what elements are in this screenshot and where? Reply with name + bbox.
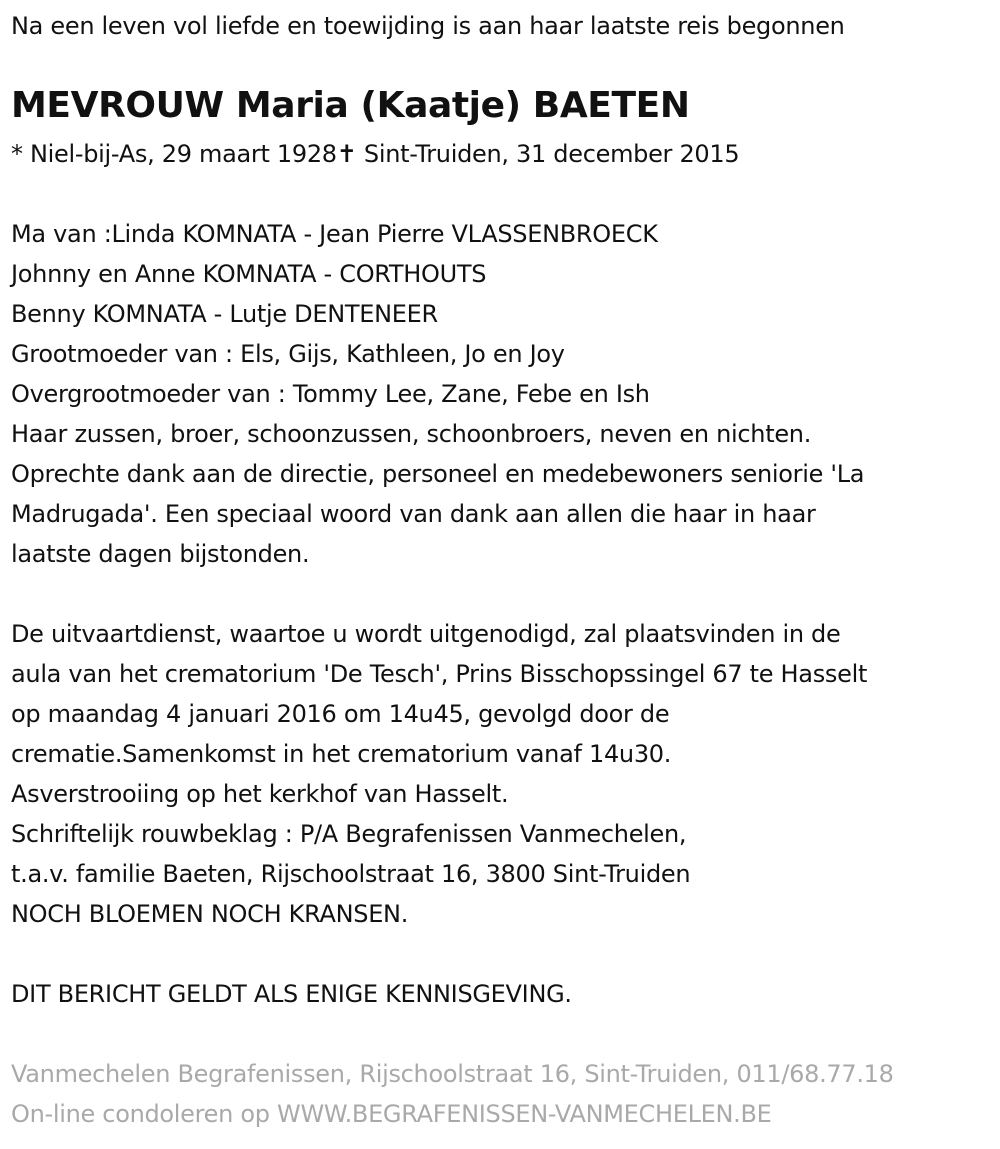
family-line: Johnny en Anne KOMNATA - CORTHOUTS xyxy=(11,260,487,288)
family-line: Haar zussen, broer, schoonzussen, schoonbroers, neven en nichten. xyxy=(11,420,812,448)
footer-condolence-link[interactable]: On-line condoleren op WWW.BEGRAFENISSEN-VANMECHELEN.BE xyxy=(11,1100,772,1128)
intro-text: Na een leven vol liefde en toewijding is aan haar laatste reis begonnen xyxy=(11,12,845,40)
service-line: Asverstrooiing op het kerkhof van Hasselt. xyxy=(11,780,509,808)
service-line: De uitvaartdienst, waartoe u wordt uitgenodigd, zal plaatsvinden in de xyxy=(11,620,841,648)
notice-section xyxy=(11,974,572,1014)
family-line: Grootmoeder van : Els, Gijs, Kathleen, Jo en Joy xyxy=(11,340,565,368)
family-section xyxy=(11,214,864,574)
footer-contact: Vanmechelen Begrafenissen, Rijschoolstraat 16, Sint-Truiden, 011/68.77.18 xyxy=(11,1060,894,1088)
family-line: laatste dagen bijstonden. xyxy=(11,540,310,568)
family-line: Overgrootmoeder van : Tommy Lee, Zane, Febe en Ish xyxy=(11,380,650,408)
family-line: Oprechte dank aan de directie, personeel en medebewoners seniorie 'La xyxy=(11,460,865,488)
service-line: NOCH BLOEMEN NOCH KRANSEN. xyxy=(11,900,409,928)
family-line: Madrugada'. Een speciaal woord van dank aan allen die haar in haar xyxy=(11,500,816,528)
family-line: Benny KOMNATA - Lutje DENTENEER xyxy=(11,300,438,328)
service-line: op maandag 4 januari 2016 om 14u45, gevolgd door de xyxy=(11,700,670,728)
footer xyxy=(11,1054,894,1134)
service-section xyxy=(11,614,867,934)
birth-death-dates: * Niel-bij-As, 29 maart 1928✝ Sint-Truiden, 31 december 2015 xyxy=(11,140,740,168)
family-line: Ma van :Linda KOMNATA - Jean Pierre VLASSENBROECK xyxy=(11,220,658,248)
deceased-name: MEVROUW Maria (Kaatje) BAETEN xyxy=(11,85,690,126)
service-line: t.a.v. familie Baeten, Rijschoolstraat 16, 3800 Sint-Truiden xyxy=(11,860,691,888)
notice-text: DIT BERICHT GELDT ALS ENIGE KENNISGEVING. xyxy=(11,980,572,1008)
service-line: aula van het crematorium 'De Tesch', Prins Bisschopssingel 67 te Hasselt xyxy=(11,660,868,688)
service-line: crematie.Samenkomst in het crematorium vanaf 14u30. xyxy=(11,740,672,768)
service-line: Schriftelijk rouwbeklag : P/A Begrafenissen Vanmechelen, xyxy=(11,820,687,848)
